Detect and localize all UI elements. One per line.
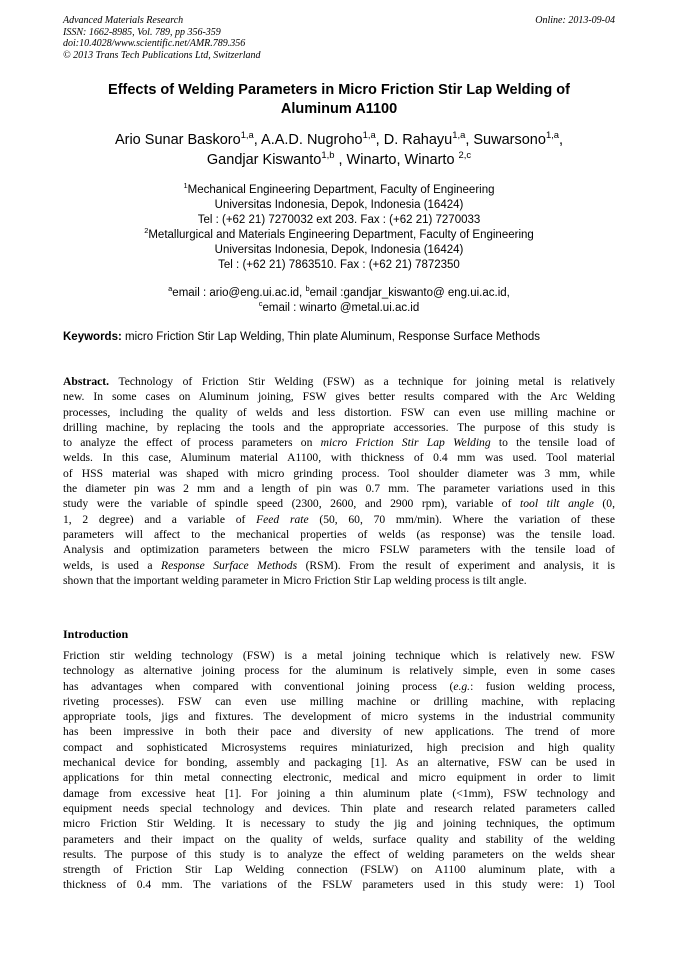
intro-italic: e.g. [453, 679, 471, 693]
journal-header [63, 15, 261, 61]
author-name: Winarto, Winarto [346, 152, 459, 168]
email-link[interactable]: email : winarto @metal.ui.ac.id [262, 302, 420, 314]
abstract-text: 1, 2 degree) and a variable of [63, 512, 257, 526]
abstract-line [63, 374, 615, 389]
author-separator: , [375, 132, 384, 148]
keywords-text: micro Friction Stir Lap Welding, Thin plate Aluminum, Response Surface Methods [121, 331, 541, 343]
author-affiliation-sup: 1,a [362, 129, 376, 141]
author-affiliation-sup: 1,b [321, 149, 335, 161]
author-separator: , [465, 132, 474, 148]
intro-line: damage from excessive heat [1]. For joining a thin aluminum plate (<1mm), FSW technology and [63, 786, 615, 800]
introduction-body [63, 648, 615, 893]
abstract-line: of HSS material was shaped with micro grinding process. Tool shoulder diameter was 3 mm, while [63, 466, 615, 480]
intro-line: appropriate tools, jigs and fixtures. The development of micro systems in the industrial community [63, 710, 615, 724]
abstract-line [63, 496, 615, 511]
intro-line: applications for thin metal connecting electronic, medical and micro equipment in order to limit [63, 771, 615, 785]
affiliation-2-line-2: Universitas Indonesia, Depok, Indonesia (16424) [214, 244, 464, 256]
abstract-text: welds, is used a [63, 558, 161, 572]
author-separator: , [253, 132, 262, 148]
affiliation-2-line-3: Tel : (+62 21) 7863510. Fax : (+62 21) 7872350 [218, 259, 460, 271]
intro-line: thickness of 0.4 mm. The variations of the FSLW parameters used in this study were: 1) Tool [63, 878, 615, 892]
author-line-1 [60, 130, 618, 150]
intro-line: Friction stir welding technology (FSW) is a metal joining technique which is relatively new. FSW [63, 649, 615, 662]
affiliation-1-line-2: Universitas Indonesia, Depok, Indonesia (16424) [214, 199, 464, 211]
author-affiliation-sup: 1,a [240, 129, 254, 141]
affiliation-text: Mechanical Engineering Department, Faculty of Engineering [187, 184, 495, 196]
email-line-1 [60, 286, 618, 301]
author-separator: , [334, 152, 347, 168]
section-heading-introduction: Introduction [63, 627, 129, 641]
author-line-2 [60, 150, 618, 170]
abstract-italic: Response Surface Methods [161, 558, 298, 572]
author-separator: , [559, 132, 564, 148]
abstract-line: parameters will affect to the mechanical properties of welds (as response) was the tensile load. [63, 527, 615, 541]
affiliation-sup: 2 [144, 226, 149, 236]
abstract-text: (RSM). From the result of experiment and analysis, it is [297, 558, 615, 572]
abstract-line [63, 512, 615, 527]
copyright-line: © 2013 Trans Tech Publications Ltd, Switzerland [63, 49, 261, 61]
intro-line: mechanical device for bonding, assembly and packaging [1]. As an alternative, FSW can be used in [63, 756, 615, 770]
affiliation-text: Metallurgical and Materials Engineering Department, Faculty of Engineering [148, 229, 534, 241]
doi-line: doi:10.4028/www.scientific.net/AMR.789.356 [63, 38, 246, 49]
author-affiliation-sup: 2,c [458, 149, 472, 161]
title-line-2: Aluminum A1100 [280, 101, 398, 117]
intro-line: technology as alternative joining process for the aluminum is relatively simple, even in some cases [63, 664, 615, 678]
author-emails [60, 286, 618, 316]
intro-line: riveting processes). FSW can even use milling machine or drilling machine, with replacing [63, 694, 615, 708]
abstract-line: Analysis and optimization parameters between the micro FSLW parameters with the tensile load of [63, 543, 615, 557]
abstract-line: the diameter pin was 2 mm and a length of pin was 0.7 mm. The parameter variations used in this [63, 482, 615, 496]
paper-title [60, 81, 618, 119]
author-affiliation-sup: 1,a [452, 129, 466, 141]
abstract-text: study were the variable of spindle speed (2300, 2600, and 2900 rpm), variable of [63, 497, 521, 511]
intro-line: strength of Friction Stir Lap Welding connection (FSLW) on A1100 aluminum plate, with a [63, 863, 615, 877]
author-name: D. Rahayu [383, 132, 453, 148]
abstract-line: welds. In this case, Aluminum material A1100, with thickness of 0.4 mm was used. Tool material [63, 451, 615, 465]
title-line-1: Effects of Welding Parameters in Micro Friction Stir Lap Welding of [108, 82, 570, 98]
keywords [63, 330, 615, 345]
abstract-line [63, 558, 615, 573]
author-list [60, 130, 618, 170]
affiliations [60, 183, 618, 273]
email-line-2 [60, 301, 618, 316]
keywords-label: Keywords: [63, 331, 122, 343]
abstract-line: processes, including the quality of welds and less distortion. FSW can even use milling machine or [63, 405, 615, 419]
abstract-line: new. In some cases on Aluminum joining, FSW gives better results compared with the Arc Welding [63, 390, 615, 404]
abstract-line: drilling machine, by replacing the tools and the appropriate accessories. The purpose of this study is [63, 420, 615, 434]
intro-line: has been impressive in both their pace and diversity of new applications. The trend of more [63, 725, 615, 739]
abstract [63, 374, 615, 588]
email-link[interactable]: email : ario@eng.ui.ac.id, [172, 287, 306, 299]
intro-text: has advantages when compared with conventional joining process ( [63, 679, 454, 693]
abstract-line [63, 435, 615, 450]
intro-line: micro Friction Stir Welding. It is necessary to study the jig and joining techniques, the optimum [63, 817, 615, 831]
abstract-text: (50, 60, 70 mm/min). Where the variation of these [308, 512, 615, 526]
abstract-label: Abstract. [63, 375, 110, 388]
email-link[interactable]: email :gandjar_kiswanto@ eng.ui.ac.id, [309, 287, 510, 299]
abstract-text: to analyze the effect of process parameters on [63, 436, 321, 450]
abstract-text: to the tensile load of [490, 436, 615, 450]
intro-line: compact and sophisticated Microsystems requires miniaturized, high precision and high quality [63, 740, 615, 754]
affiliation-sup: 1 [183, 181, 188, 191]
author-name: Suwarsono [473, 132, 546, 148]
author-name: Gandjar Kiswanto [206, 152, 322, 168]
author-name: Ario Sunar Baskoro [114, 132, 241, 148]
author-affiliation-sup: 1,a [545, 129, 560, 141]
abstract-italic: Feed rate [256, 512, 309, 526]
intro-line [63, 679, 615, 694]
intro-line: parameters and their impact on the quality of welds, surface quality and stability of the welding [63, 832, 615, 846]
journal-name: Advanced Materials Research [63, 15, 184, 26]
affiliation-2-line-1 [60, 228, 618, 243]
abstract-text: Technology of Friction Stir Welding (FSW) as a technique for joining metal is relatively [109, 375, 615, 388]
email-sup: c [258, 299, 263, 309]
intro-text: : fusion welding process, [470, 679, 615, 693]
online-date: Online: 2013-09-04 [535, 15, 615, 26]
abstract-line: shown that the important welding parameter in Micro Friction Stir Lap welding process is tilt angle. [63, 573, 527, 587]
email-sup: a [168, 284, 173, 294]
abstract-italic: tool tilt angle [520, 497, 594, 511]
author-name: A.A.D. Nugroho [261, 132, 363, 148]
intro-line: results. The purpose of this study is to analyze the effect of welding parameters on the welds shear [63, 847, 615, 861]
email-sup: b [305, 284, 310, 294]
affiliation-1-line-3: Tel : (+62 21) 7270032 ext 203. Fax : (+62 21) 7270033 [197, 214, 481, 226]
intro-line: equipment needs special technology and devices. Thin plate and research related parameters called [63, 801, 615, 815]
abstract-italic: micro Friction Stir Lap Welding [320, 436, 491, 450]
affiliation-1-line-1 [60, 183, 618, 198]
abstract-text: (0, [593, 497, 615, 511]
issn-line: ISSN: 1662-8985, Vol. 789, pp 356-359 [63, 26, 221, 38]
